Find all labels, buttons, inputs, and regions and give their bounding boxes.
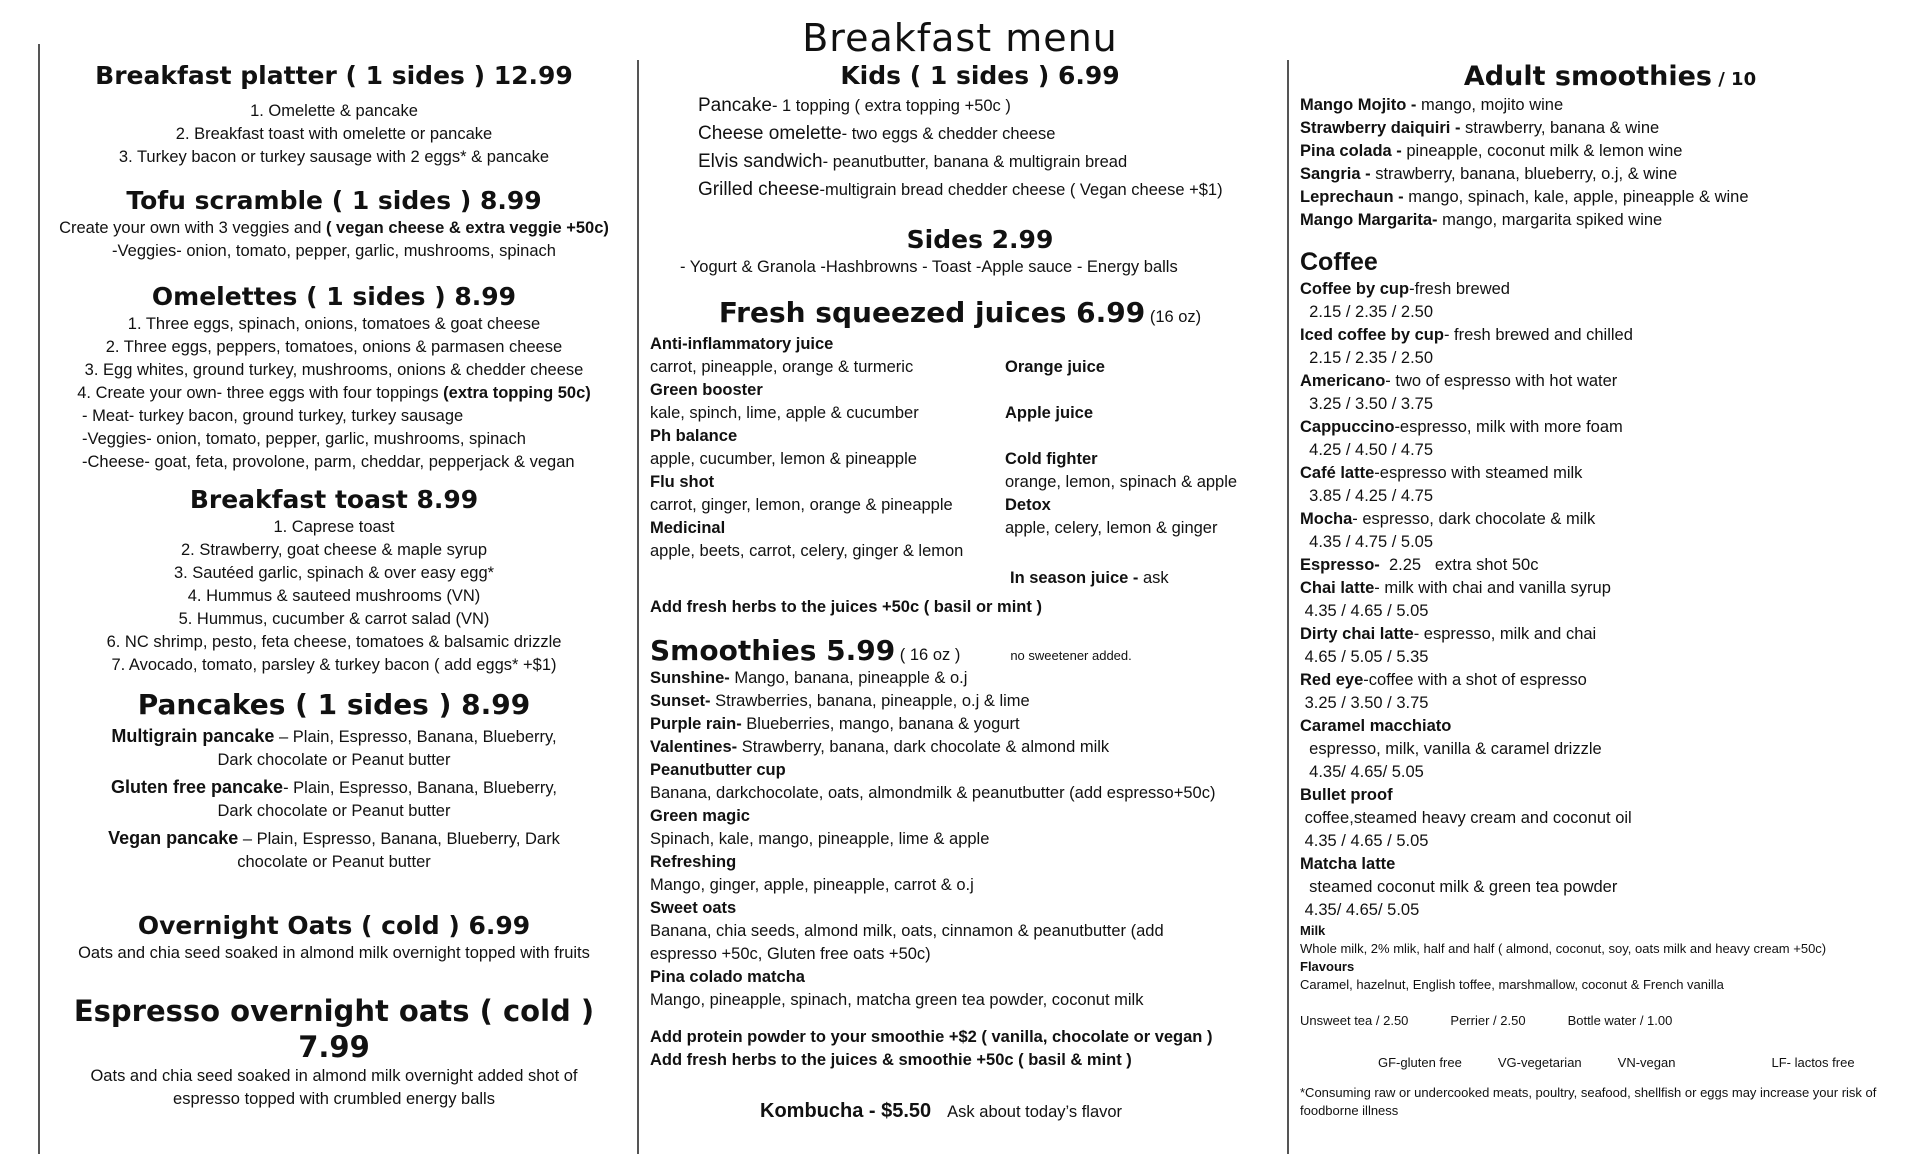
smoothie-desc: Blueberries, mango, banana & yogurt [741,715,1020,733]
platter-list [42,100,626,169]
juices-list [650,333,1270,563]
protein-note: Add protein powder to your smoothie +$2 ( vanilla, chocolate or vegan ) [650,1028,1213,1046]
coffee-desc: - fresh brewed and chilled [1443,326,1633,344]
flavours-desc: Caramel, hazelnut, English toffee, marshmallow, coconut & French vanilla [1300,977,1724,992]
list-item: Unsweet tea / 2.50 [1300,1013,1409,1028]
omelettes-heading: Omelettes ( 1 sides ) 8.99 [151,282,517,311]
adult-name: Mango Mojito - [1300,96,1417,114]
diet-legend [1300,1054,1900,1072]
tofu-extra: ( vegan cheese & extra veggie +50c) [325,219,609,237]
list-item: 2. Breakfast toast with omelette or pancake [175,125,493,143]
list-item: 3. Turkey bacon or turkey sausage with 2 eggs* & pancake [118,148,550,166]
smoothie-name: Valentines- [650,738,738,756]
smoothie-name: Refreshing [650,853,737,871]
list-item: Bottle water / 1.00 [1567,1013,1673,1028]
list-item: 3. Egg whites, ground turkey, mushrooms, onions & chedder cheese [84,361,584,379]
coffee-desc: coffee,steamed heavy cream and coconut oil [1300,809,1632,827]
juice-left: apple, cucumber, lemon & pineapple [650,450,917,468]
right-column [1300,60,1900,1120]
coffee-name: Bullet proof [1300,786,1393,804]
juices-herbs [650,596,1270,619]
coffee-name: Cappuccino [1300,418,1395,436]
list-item [698,120,1270,148]
list-item [1300,324,1900,347]
smoothie-desc: Spinach, kale, mango, pineapple, lime & apple [650,830,990,848]
list-item [42,725,626,749]
juices-size: (16 oz) [1145,308,1202,326]
list-item [1300,669,1900,692]
list-item [42,776,626,800]
list-item: 7. Avocado, tomato, parsley & turkey bacon ( add eggs* +$1) [111,656,557,674]
smoothie-name: Sunshine- [650,669,730,687]
divider-right [1287,60,1289,1154]
list-item [1300,94,1900,117]
kids-item-name: Pancake [698,95,772,116]
adult-name: Mango Margarita- [1300,211,1438,229]
coffee-name: Dirty chai latte [1300,625,1414,643]
milk-label: Milk [1300,923,1326,938]
juice-left: Flu shot [650,473,715,491]
list-item: chocolate or Peanut butter [237,853,431,871]
flavours-label: Flavours [1300,959,1355,974]
adult-heading: Adult smoothies [1463,61,1712,92]
juice-right: Cold fighter [1005,450,1098,468]
juice-right [1005,333,1270,356]
list-item: 2. Strawberry, goat cheese & maple syrup [180,541,487,559]
coffee-price: 4.35 / 4.65 / 5.05 [1300,602,1429,620]
smoothie-desc: espresso +50c, Gluten free oats +50c) [650,945,931,963]
list-item [698,148,1270,176]
coffee-name: Red eye [1300,671,1364,689]
tofu-heading: Tofu scramble ( 1 sides ) 8.99 [126,186,542,215]
sides-list: - Yogurt & Granola -Hashbrowns - Toast -Apple sauce - Energy balls [680,258,1178,276]
smoothie-desc: Banana, darkchocolate, oats, almondmilk & peanutbutter (add espresso+50c) [650,784,1216,802]
coffee-desc: 2.25 extra shot 50c [1379,556,1539,574]
list-item [1300,462,1900,485]
list-item [650,736,1270,759]
juice-row [650,540,1270,563]
coffee-price: 4.65 / 5.05 / 5.35 [1300,648,1429,666]
juice-left: Medicinal [650,519,726,537]
coffee-name: Coffee by cup [1300,280,1410,298]
juice-left: apple, beets, carrot, celery, ginger & lemon [650,542,964,560]
list-item [1300,163,1900,186]
coffee-desc: -fresh brewed [1409,280,1510,298]
juice-right: Orange juice [1005,358,1105,376]
list-item: 1. Three eggs, spinach, onions, tomatoes & goat cheese [127,315,541,333]
list-item: Perrier / 2.50 [1450,1013,1526,1028]
kids-list [650,92,1270,204]
legend-item: LF- lactos free [1771,1055,1855,1070]
list-item: 4. Hummus & sauteed mushrooms (VN) [187,587,481,605]
season-desc: ask [1138,569,1169,587]
legend-item: VG-vegetarian [1497,1055,1582,1070]
tofu-line-1 [42,217,626,240]
tofu-line-2: -Veggies- onion, tomato, pepper, garlic, mushrooms, spinach [112,242,556,260]
coffee-name: Iced coffee by cup [1300,326,1444,344]
list-item [1300,554,1900,577]
juice-row [650,356,1270,379]
legend-item: VN-vegan [1617,1055,1676,1070]
milk-desc: Whole milk, 2% mlik, half and half ( almond, coconut, soy, oats milk and heavy cream +50c) [1300,941,1827,956]
divider-left [38,44,40,1154]
menu-title: Breakfast menu [802,16,1118,60]
coffee-name: Matcha latte [1300,855,1396,873]
smoothie-name: Pina colado matcha [650,968,805,986]
coffee-heading: Coffee [1300,248,1378,276]
oats-desc: Oats and chia seed soaked in almond milk overnight topped with fruits [78,944,590,962]
extra-topping: (extra topping 50c) [443,384,591,402]
juice-row [650,517,1270,540]
list-item [698,92,1270,120]
espresso-oats-desc: Oats and chia seed soaked in almond milk overnight added shot of [90,1067,578,1085]
coffee-name: Chai latte [1300,579,1375,597]
pancake-desc: – Plain, Espresso, Banana, Blueberry, Dark [238,830,560,848]
list-item [42,827,626,851]
adult-name: Leprechaun - [1300,188,1404,206]
pancake-name: Vegan pancake [108,828,239,848]
coffee-price: 2.15 / 2.35 / 2.50 [1300,349,1434,367]
smoothie-desc: Strawberries, banana, pineapple, o.j & lime [710,692,1030,710]
platter-heading: Breakfast platter ( 1 sides ) 12.99 [95,61,573,90]
list-item [650,667,1270,690]
list-item: Dark chocolate or Peanut butter [217,751,451,769]
juice-row [650,448,1270,471]
adult-list [1300,94,1900,232]
kombucha-name: Kombucha - $5.50 [760,1100,932,1122]
kids-item-desc: - two eggs & chedder cheese [841,125,1056,143]
pancake-name: Multigrain pancake [111,726,275,746]
omelettes-list [42,313,626,474]
smoothie-name: Sweet oats [650,899,737,917]
juice-row [650,471,1270,494]
coffee-price: 4.25 / 4.50 / 4.75 [1300,441,1434,459]
list-item: -Cheese- goat, feta, provolone, parm, cheddar, pepperjack & vegan [82,453,575,471]
adult-name: Strawberry daiquiri - [1300,119,1461,137]
juice-row [650,402,1270,425]
juice-row [650,425,1270,448]
list-item [1300,140,1900,163]
smoothie-desc: Banana, chia seeds, almond milk, oats, cinnamon & peanutbutter (add [650,922,1164,940]
juice-row [650,379,1270,402]
smoothies-heading: Smoothies 5.99 [650,634,896,667]
season-name: In season juice - [1010,569,1139,587]
adult-desc: pineapple, coconut milk & lemon wine [1401,142,1683,160]
smoothies-note: no sweetener added. [1010,648,1132,663]
coffee-name: Caramel macchiato [1300,717,1452,735]
kids-item-desc: - 1 topping ( extra topping +50c ) [771,97,1011,115]
middle-column [650,60,1270,1124]
tofu-desc: Create your own with 3 veggies and [59,219,326,237]
list-item: 3. Sautéed garlic, spinach & over easy egg* [173,564,495,582]
kombucha-desc: Ask about today’s flavor [947,1103,1123,1121]
list-item [1300,117,1900,140]
smoothie-name: Green magic [650,807,750,825]
kids-item-desc: - peanutbutter, banana & multigrain bread [822,153,1128,171]
create-own: 4. Create your own- three eggs with four toppings [77,384,444,402]
smoothie-name: Purple rain- [650,715,742,733]
smoothie-desc: Mango, banana, pineapple & o.j [729,669,968,687]
list-item [1300,209,1900,232]
divider-middle [637,60,639,1154]
smoothie-desc: Mango, ginger, apple, pineapple, carrot & o.j [650,876,974,894]
juices-header [650,296,1270,329]
juice-left: Green booster [650,381,763,399]
toast-list [42,516,626,677]
list-item: 5. Hummus, cucumber & carrot salad (VN) [178,610,490,628]
toast-heading: Breakfast toast 8.99 [189,485,479,514]
coffee-price: 4.35 / 4.65 / 5.05 [1300,832,1429,850]
smoothie-desc: Strawberry, banana, dark chocolate & almond milk [737,738,1110,756]
coffee-desc: -espresso, milk with more foam [1394,418,1623,436]
smoothies-header [650,634,1270,667]
adult-desc: strawberry, banana, blueberry, o.j, & wine [1370,165,1678,183]
coffee-desc: - espresso, dark chocolate & milk [1352,510,1596,528]
other-drinks [1300,1012,1900,1030]
coffee-name: Americano [1300,372,1386,390]
adult-name: Pina colada - [1300,142,1402,160]
list-item [1300,416,1900,439]
adult-header [1300,60,1900,94]
coffee-name: Espresso- [1300,556,1380,574]
pancakes-heading: Pancakes ( 1 sides ) 8.99 [137,688,531,721]
coffee-desc: espresso, milk, vanilla & caramel drizzle [1300,740,1602,758]
smoothies-list [650,667,1270,1012]
coffee-name: Mocha [1300,510,1353,528]
juice-right: Detox [1005,496,1051,514]
espresso-oats-desc: espresso topped with crumbled energy balls [173,1090,495,1108]
coffee-price: 4.35/ 4.65/ 5.05 [1300,901,1420,919]
pancake-desc: - Plain, Espresso, Banana, Blueberry, [283,779,557,797]
left-column [42,60,626,1111]
list-item: 1. Caprese toast [273,518,395,536]
list-item: 6. NC shrimp, pesto, feta cheese, tomatoes & balsamic drizzle [106,633,562,651]
disclaimer: *Consuming raw or undercooked meats, poultry, seafood, shellfish or eggs may increase your risk of foodborne illness [1300,1085,1877,1118]
adult-desc: mango, mojito wine [1416,96,1564,114]
smoothie-name: Sunset- [650,692,711,710]
kids-heading: Kids ( 1 sides ) 6.99 [840,61,1120,90]
coffee-name: Café latte [1300,464,1375,482]
kids-item-name: Cheese omelette [698,123,842,144]
herbs-note: Add fresh herbs to the juices +50c ( basil or mint ) [650,598,1042,616]
juices-heading: Fresh squeezed juices 6.99 [718,296,1146,329]
legend-item: GF-gluten free [1378,1055,1462,1070]
coffee-desc: -espresso with steamed milk [1374,464,1583,482]
kids-item-name: Elvis sandwich [698,151,823,172]
list-item [1300,508,1900,531]
coffee-desc: - espresso, milk and chai [1413,625,1597,643]
list-item: - Meat- turkey bacon, ground turkey, turkey sausage [82,407,464,425]
milk-section [1300,922,1900,994]
list-item [1300,278,1900,301]
adult-price: / 10 [1711,69,1757,90]
juice-right [1005,379,1270,402]
list-item: Dark chocolate or Peanut butter [217,802,451,820]
smoothie-name: Peanutbutter cup [650,761,786,779]
juice-right [1005,425,1270,448]
adult-desc: mango, spinach, kale, apple, pineapple & wine [1403,188,1749,206]
smoothies-size: ( 16 oz ) [895,646,961,664]
coffee-desc: - two of espresso with hot water [1385,372,1618,390]
coffee-price: 4.35 / 4.75 / 5.05 [1300,533,1434,551]
juice-left: kale, spinch, lime, apple & cucumber [650,404,919,422]
season-juice [650,567,1270,590]
sides-heading: Sides 2.99 [906,225,1054,254]
juice-left: Ph balance [650,427,738,445]
coffee-price: 2.15 / 2.35 / 2.50 [1300,303,1434,321]
espresso-oats-heading: Espresso overnight oats ( cold ) 7.99 [73,994,595,1064]
juice-right: apple, celery, lemon & ginger [1005,519,1218,537]
list-item [1300,370,1900,393]
juice-right: orange, lemon, spinach & apple [1005,473,1238,491]
list-item: 1. Omelette & pancake [250,102,418,120]
juice-row [650,494,1270,517]
list-item: -Veggies- onion, tomato, pepper, garlic, mushrooms, spinach [82,430,526,448]
juice-left: Anti-inflammatory juice [650,335,834,353]
list-item [698,176,1270,204]
coffee-price: 4.35/ 4.65/ 5.05 [1300,763,1424,781]
adult-desc: mango, margarita spiked wine [1437,211,1663,229]
juice-right [1005,540,1270,563]
juice-row [650,333,1270,356]
list-item [650,690,1270,713]
list-item [1300,623,1900,646]
list-item [650,713,1270,736]
kids-item-desc: -multigrain bread chedder cheese ( Vegan cheese +$1) [819,181,1223,199]
kids-item-name: Grilled cheese [698,179,820,200]
coffee-desc: -coffee with a shot of espresso [1363,671,1587,689]
juice-left: carrot, pineapple, orange & turmeric [650,358,914,376]
coffee-price: 3.25 / 3.50 / 3.75 [1300,694,1429,712]
pancake-desc: – Plain, Espresso, Banana, Blueberry, [274,728,557,746]
coffee-price: 3.25 / 3.50 / 3.75 [1300,395,1434,413]
juice-right: Apple juice [1005,404,1094,422]
pancake-name: Gluten free pancake [111,777,284,797]
pancakes-list [42,725,626,874]
adult-desc: strawberry, banana & wine [1460,119,1660,137]
coffee-desc: steamed coconut milk & green tea powder [1300,878,1618,896]
adult-name: Sangria - [1300,165,1371,183]
smoothie-desc: Mango, pineapple, spinach, matcha green tea powder, coconut milk [650,991,1144,1009]
herbs-note: Add fresh herbs to the juices & smoothie +50c ( basil & mint ) [650,1051,1132,1069]
smoothie-addons [650,1026,1270,1072]
juice-left: carrot, ginger, lemon, orange & pineapple [650,496,953,514]
kombucha [650,1100,1270,1124]
list-item [1300,577,1900,600]
list-item: 2. Three eggs, peppers, tomatoes, onions & parmasen cheese [105,338,563,356]
coffee-list [1300,278,1900,922]
list-item [42,382,626,405]
coffee-desc: - milk with chai and vanilla syrup [1374,579,1611,597]
list-item [1300,186,1900,209]
coffee-price: 3.85 / 4.25 / 4.75 [1300,487,1434,505]
oats-heading: Overnight Oats ( cold ) 6.99 [137,911,531,940]
